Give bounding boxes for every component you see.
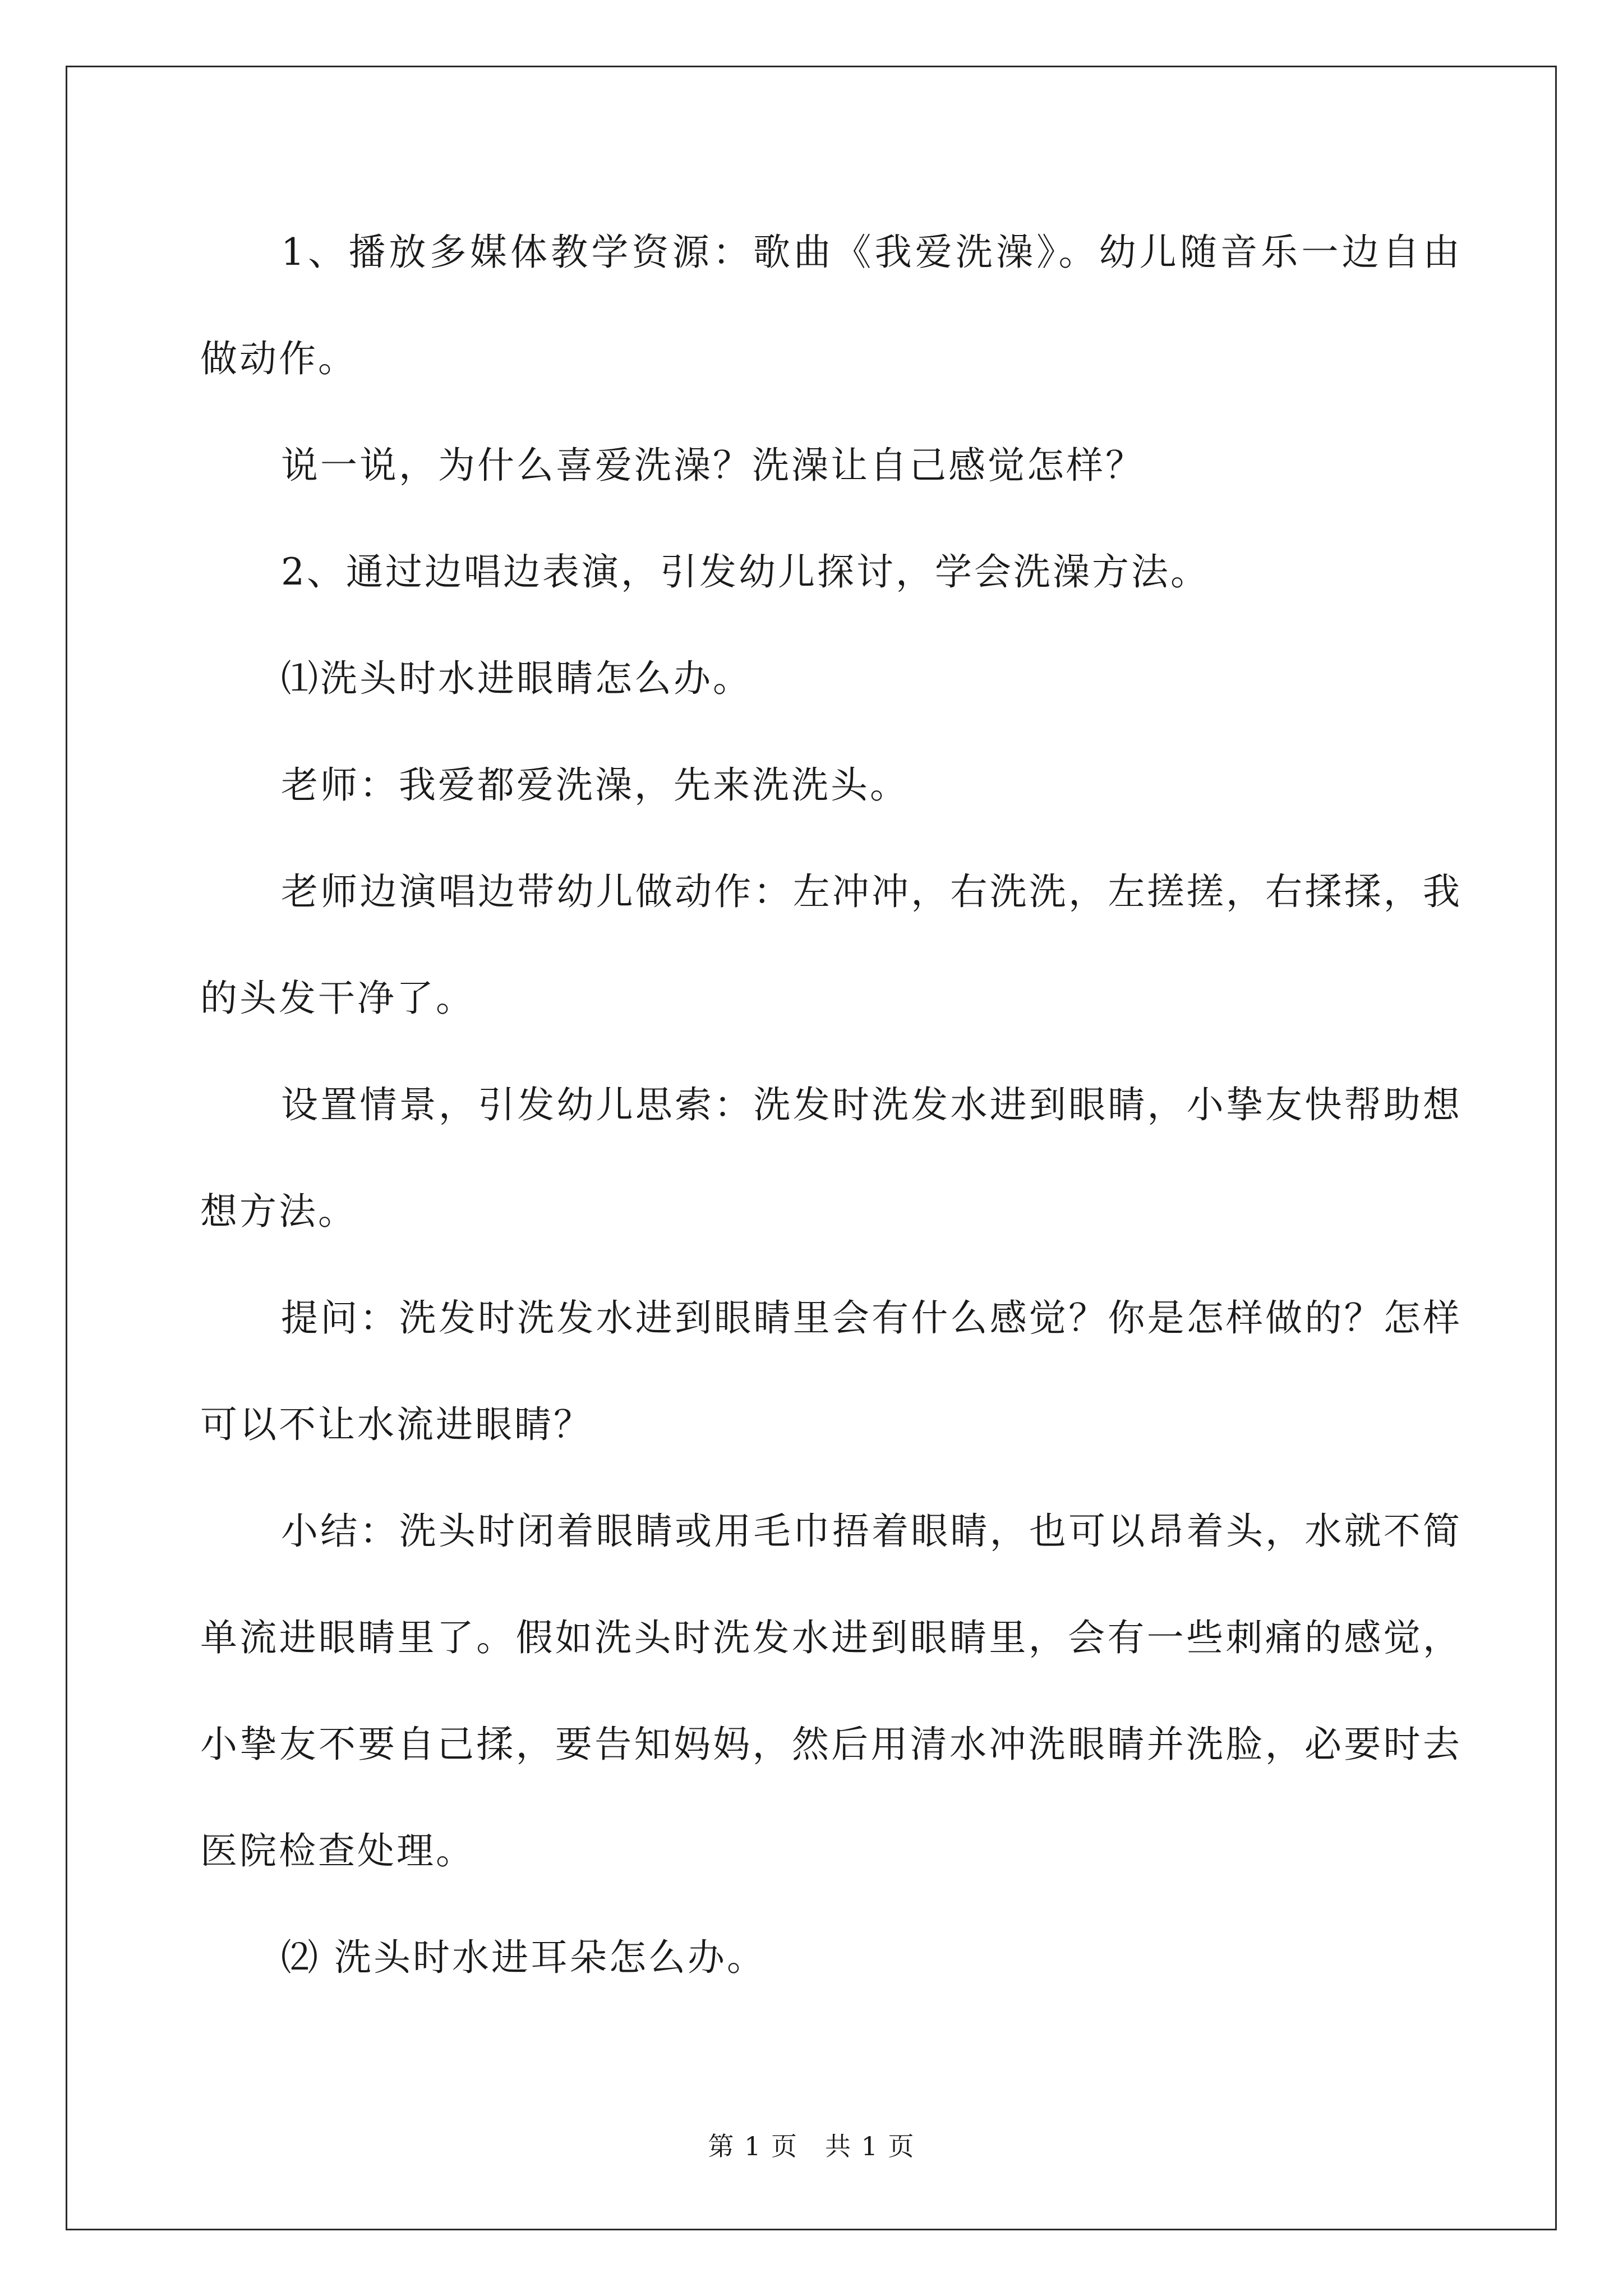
paragraph-9: 小结：洗头时闭着眼睛或用毛巾捂着眼睛，也可以昂着头，水就不简单流进眼睛里了。假如洗头时洗发水进到眼睛里，会有一些刺痛的感觉，小挚友不要自己揉，要告知妈妈，然后用清水冲洗眼睛并洗脸，必要时去医院检查处理。 bbox=[200, 1510, 1462, 1872]
paragraph-2: 说一说，为什么喜爱洗澡？洗澡让自己感觉怎样？ bbox=[281, 444, 1145, 487]
paragraph-6: 老师边演唱边带幼儿做动作：左冲冲，右洗洗，左搓搓，右揉揉，我的头发干净了。 bbox=[200, 870, 1462, 1020]
paragraph-10: ⑵ 洗头时水进耳朵怎么办。 bbox=[281, 1936, 766, 1979]
paragraph-3: 2、通过边唱边表演，引发幼儿探讨，学会洗澡方法。 bbox=[281, 550, 1210, 593]
paragraph-7: 设置情景，引发幼儿思索：洗发时洗发水进到眼睛，小挚友快帮助想想方法。 bbox=[200, 1083, 1462, 1233]
document-body bbox=[200, 199, 1462, 2011]
paragraph-5: 老师：我爱都爱洗澡，先来洗洗头。 bbox=[281, 763, 909, 807]
paragraph-8: 提问：洗发时洗发水进到眼睛里会有什么感觉？你是怎样做的？怎样可以不让水流进眼睛？ bbox=[200, 1296, 1462, 1446]
paragraph-4: ⑴洗头时水进眼睛怎么办。 bbox=[281, 657, 752, 700]
paragraph-1: 1、播放多媒体教学资源：歌曲《我爱洗澡》。幼儿随音乐一边自由做动作。 bbox=[200, 231, 1462, 380]
page-footer: 第 1 页 共 1 页 bbox=[708, 2131, 915, 2161]
